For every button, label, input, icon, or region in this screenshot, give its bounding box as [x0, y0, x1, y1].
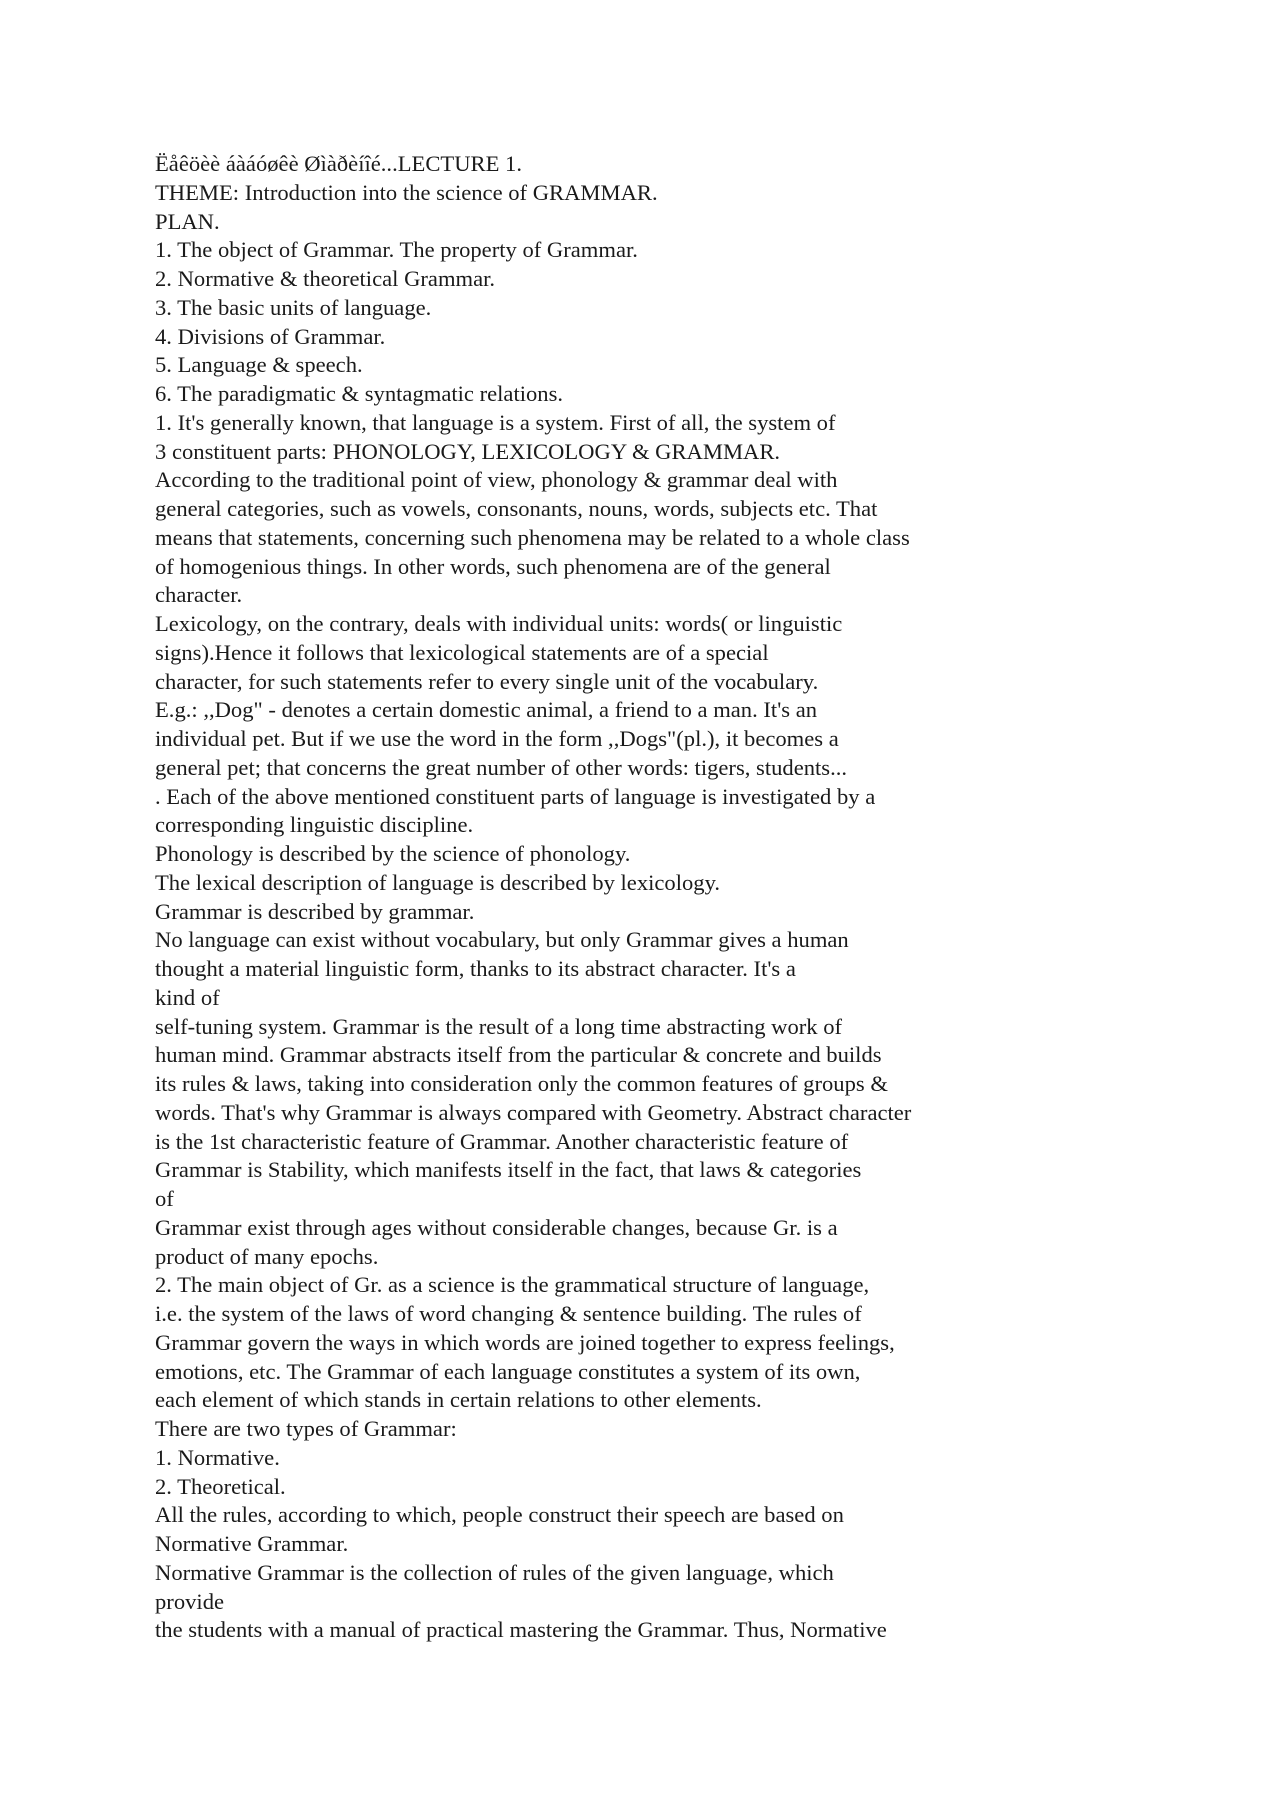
text-line: E.g.: ,,Dog" - denotes a certain domestic animal, a friend to a man. It's an	[155, 697, 818, 723]
text-line: character.	[155, 582, 243, 608]
text-line: of	[155, 1186, 174, 1211]
text-line: Grammar govern the ways in which words are joined together to express feelings,	[155, 1329, 895, 1355]
text-line: Lexicology, on the contrary, deals with individual units: words( or linguistic	[155, 611, 843, 636]
text-line: 1. It's generally known, that language is a system. First of all, the system of	[155, 409, 836, 435]
text-line: Normative Grammar is the collection of rules of the given language, which	[155, 1559, 834, 1585]
text-line: 5. Language & speech.	[155, 352, 363, 378]
text-line: emotions, etc. The Grammar of each language constitutes a system of its own,	[155, 1358, 861, 1384]
text-line: words. That's why Grammar is always compared with Geometry. Abstract character	[155, 1099, 912, 1125]
text-line: corresponding linguistic discipline.	[155, 812, 474, 838]
text-line: 2. Normative & theoretical Grammar.	[155, 266, 496, 291]
text-line: There are two types of Grammar:	[155, 1416, 457, 1441]
text-lines	[155, 179, 1155, 1645]
text-line: general pet; that concerns the great number of other words: tigers, students...	[155, 754, 848, 780]
text-line: signs).Hence it follows that lexicological statements are of a special	[155, 639, 769, 665]
text-line: 1. The object of Grammar. The property of Grammar.	[155, 237, 638, 263]
text-line: means that statements, concerning such phenomena may be related to a whole class	[155, 524, 910, 550]
text-line: is the 1st characteristic feature of Grammar. Another characteristic feature of	[155, 1128, 849, 1154]
text-line: of homogenious things. In other words, such phenomena are of the general	[155, 553, 831, 579]
text-line: Grammar exist through ages without considerable changes, because Gr. is a	[155, 1214, 838, 1240]
text-line: 2. Theoretical.	[155, 1473, 286, 1499]
text-line: 1. Normative.	[155, 1444, 280, 1470]
text-line: general categories, such as vowels, consonants, nouns, words, subjects etc. That	[155, 496, 878, 521]
text-line: individual pet. But if we use the word in the form ,,Dogs"(pl.), it becomes a	[155, 726, 839, 751]
text-line: Normative Grammar.	[155, 1531, 349, 1556]
text-line: each element of which stands in certain relations to other elements.	[155, 1387, 762, 1413]
text-line: THEME: Introduction into the science of GRAMMAR.	[155, 179, 658, 205]
text-line: kind of	[155, 984, 220, 1010]
text-line: Phonology is described by the science of phonology.	[155, 841, 631, 866]
text-line: self-tuning system. Grammar is the result of a long time abstracting work of	[155, 1013, 843, 1039]
text-line: Grammar is described by grammar.	[155, 898, 475, 924]
text-line: According to the traditional point of view, phonology & grammar deal with	[155, 467, 838, 493]
text-line: No language can exist without vocabulary, but only Grammar gives a human	[155, 927, 849, 953]
text-line: 4. Divisions of Grammar.	[155, 323, 386, 349]
text-line: product of many epochs.	[155, 1243, 379, 1269]
text-line: 6. The paradigmatic & syntagmatic relations.	[155, 381, 564, 406]
text-line: human mind. Grammar abstracts itself from the particular & concrete and builds	[155, 1042, 882, 1068]
document-header: Ëåêöèè áàáóøêè Øìàðèíîé...LECTURE 1.	[155, 151, 522, 176]
text-line: provide	[155, 1588, 225, 1614]
text-line: 2. The main object of Gr. as a science is the grammatical structure of language,	[155, 1272, 870, 1298]
text-line: PLAN.	[155, 208, 220, 234]
text-line: The lexical description of language is described by lexicology.	[155, 869, 721, 895]
text-line: the students with a manual of practical mastering the Grammar. Thus, Normative	[155, 1617, 887, 1643]
text-line: All the rules, according to which, people construct their speech are based on	[155, 1502, 844, 1528]
text-line: character, for such statements refer to every single unit of the vocabulary.	[155, 668, 819, 694]
text-line: 3. The basic units of language.	[155, 294, 432, 320]
text-line: 3 constituent parts: PHONOLOGY, LEXICOLOGY & GRAMMAR.	[155, 438, 781, 464]
lecture-text	[155, 150, 1155, 1645]
text-line: Grammar is Stability, which manifests itself in the fact, that laws & categories	[155, 1157, 862, 1183]
text-line: its rules & laws, taking into consideration only the common features of groups &	[155, 1071, 888, 1096]
text-line: thought a material linguistic form, thanks to its abstract character. It's a	[155, 956, 796, 981]
text-line: . Each of the above mentioned constituent parts of language is investigated by a	[155, 783, 876, 809]
text-line: i.e. the system of the laws of word changing & sentence building. The rules of	[155, 1301, 862, 1326]
